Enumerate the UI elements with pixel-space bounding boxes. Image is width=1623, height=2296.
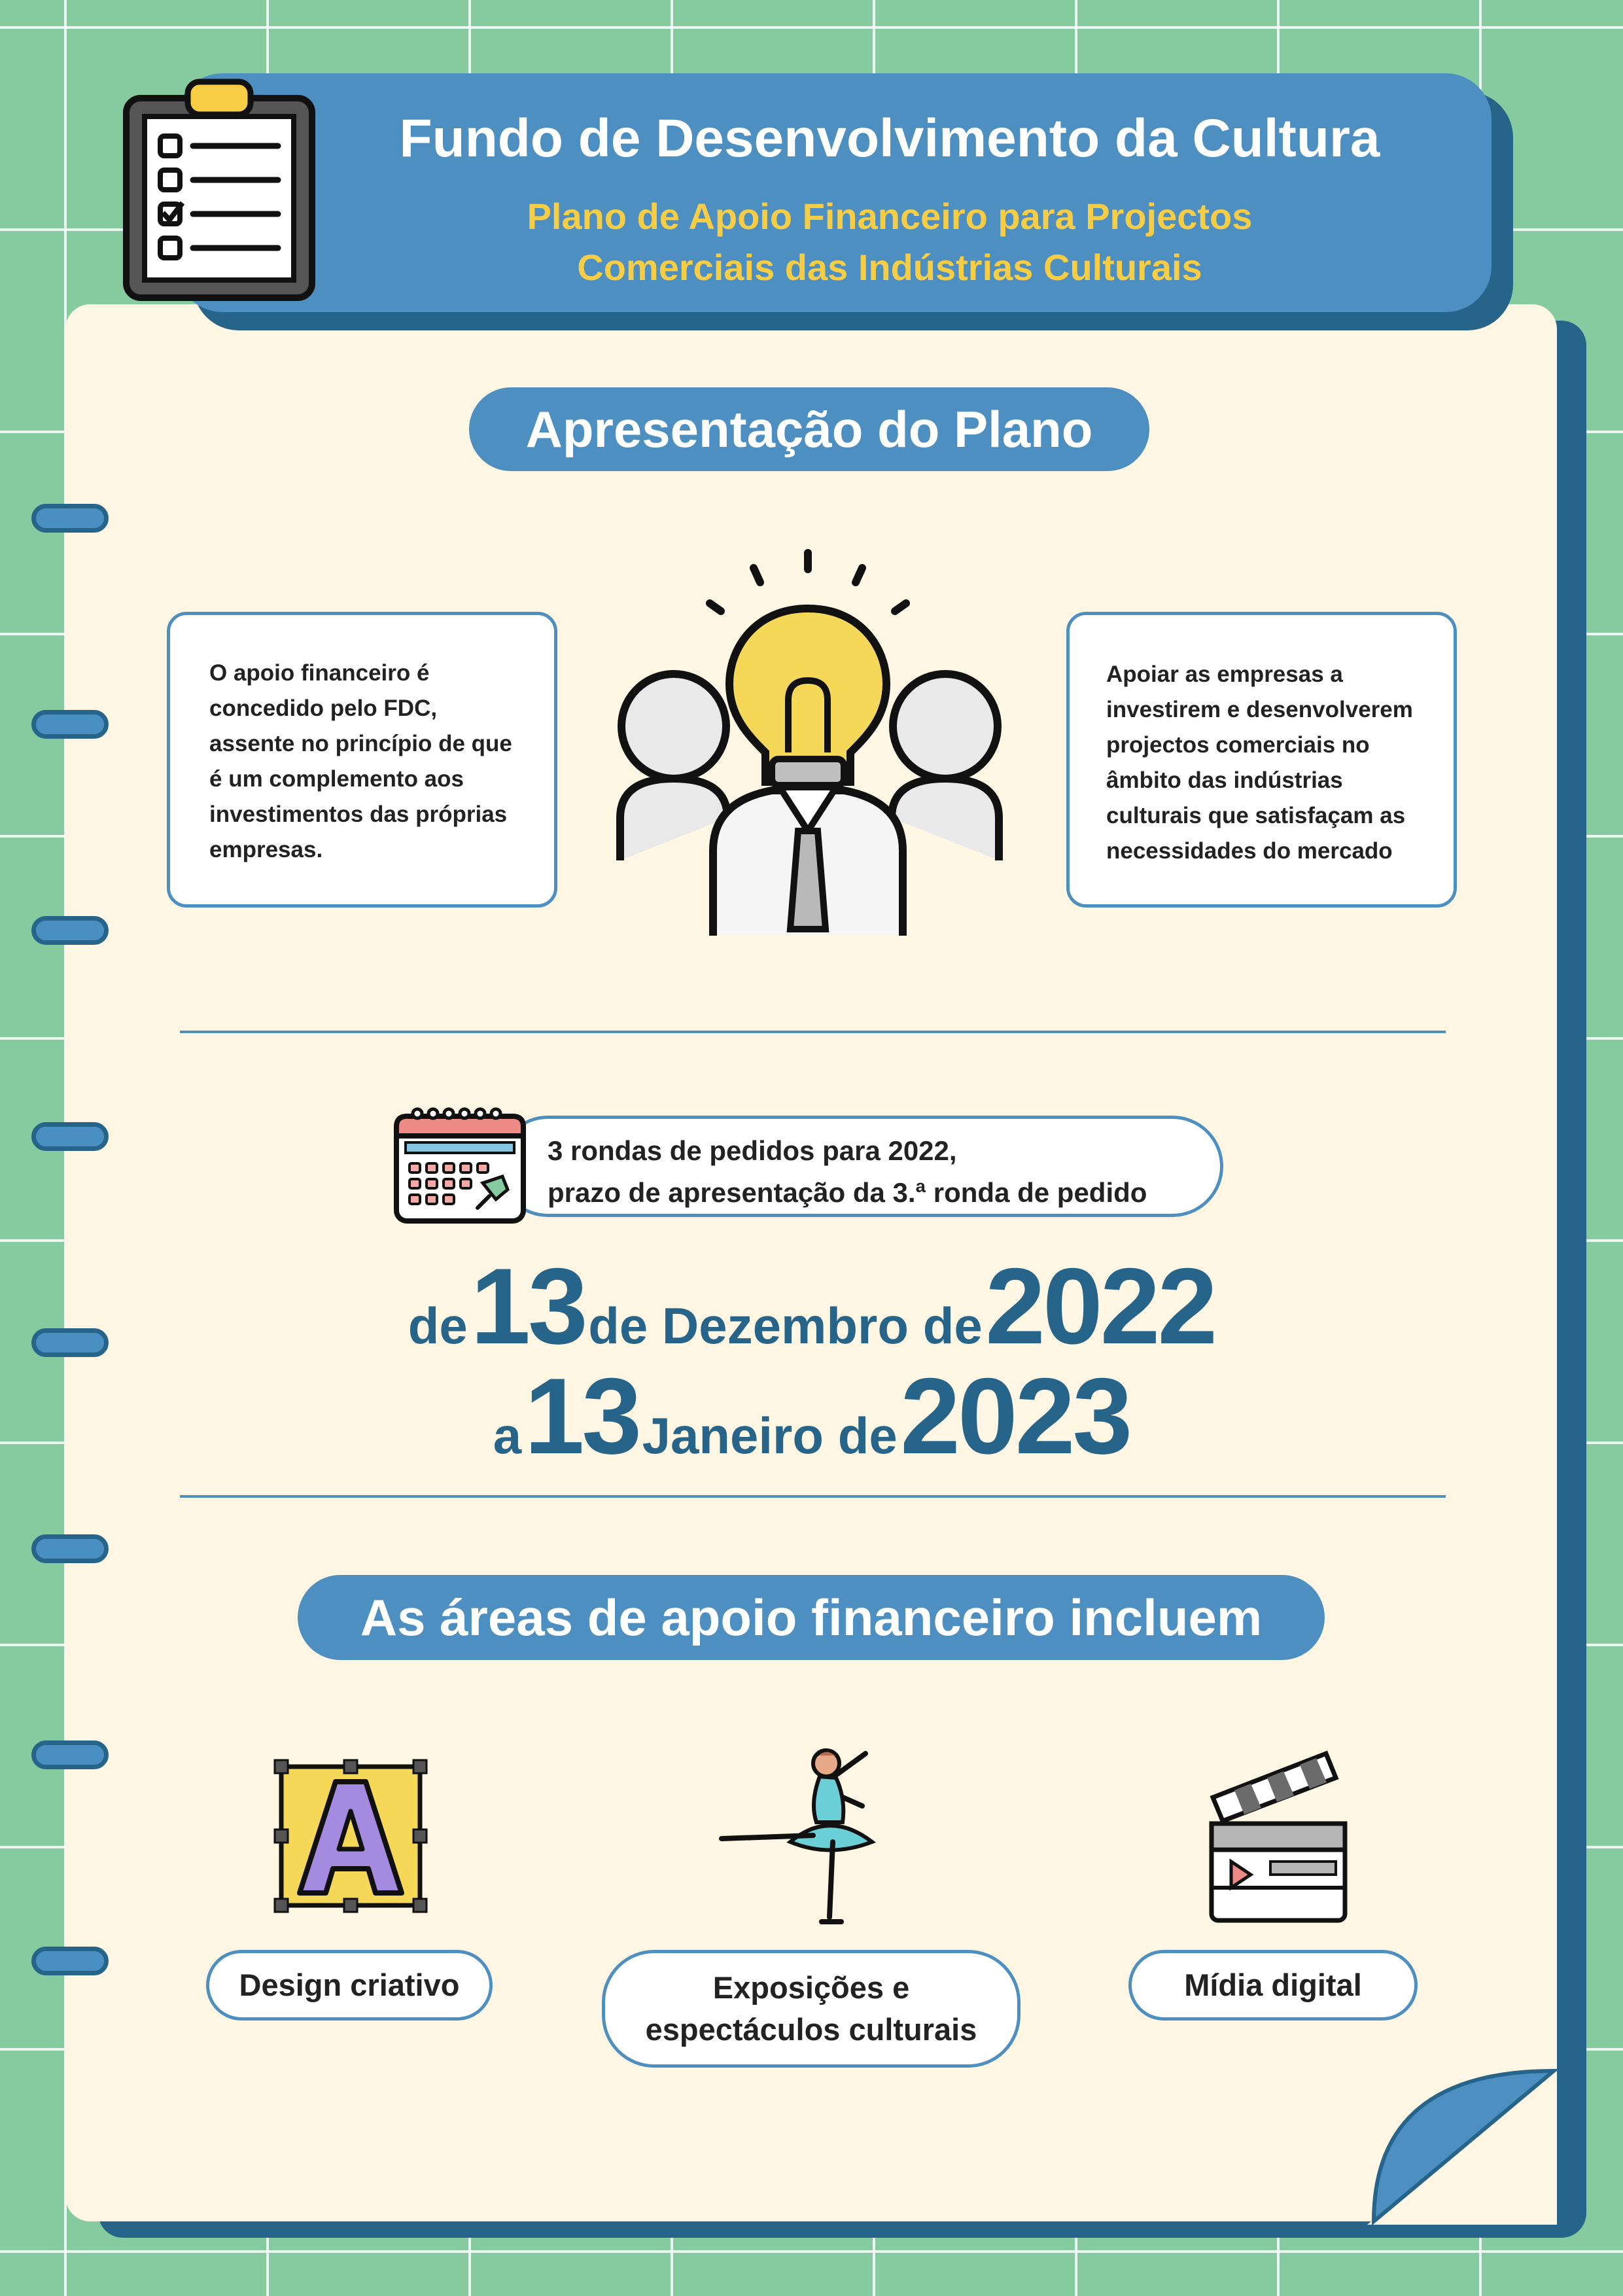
binder-ring (31, 1740, 109, 1769)
page-fold-icon (1367, 2068, 1563, 2225)
binder-ring (31, 710, 109, 739)
area-exposicoes (602, 1950, 1021, 2068)
date-from-year: 2022 (985, 1246, 1215, 1366)
date-range-start (0, 1245, 1623, 1366)
area-design-label: Design criativo (239, 1968, 460, 2002)
date-from-month: de Dezembro de (588, 1297, 983, 1354)
letter-a-design-icon (273, 1759, 428, 1913)
date-range-end (0, 1354, 1623, 1476)
presentation-heading: Apresentação do Plano (469, 387, 1149, 471)
presentation-right-text: Apoiar as empresas a investirem e desenvolverem projectos comerciais no âmbito das indústrias culturais que satisfaçam as necessidades do mercado (1106, 662, 1413, 864)
binder-ring (31, 1947, 109, 1975)
section-divider (180, 1031, 1446, 1033)
clapperboard-icon (1205, 1750, 1352, 1926)
ballet-dancer-icon (712, 1744, 894, 1934)
binder-ring (31, 1122, 109, 1151)
date-to-day: 13 (524, 1356, 640, 1476)
schedule-note (548, 1130, 1147, 1214)
binder-ring (31, 504, 109, 533)
date-from-day: 13 (470, 1246, 585, 1366)
date-to-month: Janeiro de (642, 1407, 898, 1464)
area-design-criativo (206, 1950, 493, 2021)
calendar-icon (391, 1104, 529, 1226)
page-subtitle-line2: Comerciais das Indústrias Culturais (577, 247, 1202, 288)
presentation-left-text: O apoio financeiro é concedido pelo FDC, assente no princípio de que é um complemento aos investimentos das próprias empresas. (209, 660, 512, 862)
date-to-year: 2023 (900, 1356, 1130, 1476)
page-title: Fundo de Desenvolvimento da Cultura (399, 109, 1380, 168)
area-exposicoes-label-line2: espectáculos culturais (645, 2012, 977, 2047)
binder-ring (31, 916, 109, 945)
date-from-prefix: de (408, 1297, 468, 1354)
schedule-note-line1: 3 rondas de pedidos para 2022, (548, 1135, 957, 1166)
area-midia-label: Mídia digital (1184, 1968, 1362, 2002)
binder-ring (31, 1534, 109, 1563)
presentation-right-box (1066, 612, 1457, 908)
page-subtitle-line1: Plano de Apoio Financeiro para Projectos (527, 196, 1253, 237)
schedule-note-line2: prazo de apresentação da 3.ª ronda de pedido (548, 1177, 1147, 1208)
areas-heading: As áreas de apoio financeiro incluem (298, 1575, 1325, 1660)
date-to-prefix: a (493, 1407, 522, 1464)
lightbulb-team-icon (608, 543, 1014, 942)
area-midia-digital (1128, 1950, 1418, 2021)
section-divider (180, 1495, 1446, 1498)
presentation-left-box (167, 612, 557, 908)
area-exposicoes-label-line1: Exposições e (712, 1970, 910, 2005)
